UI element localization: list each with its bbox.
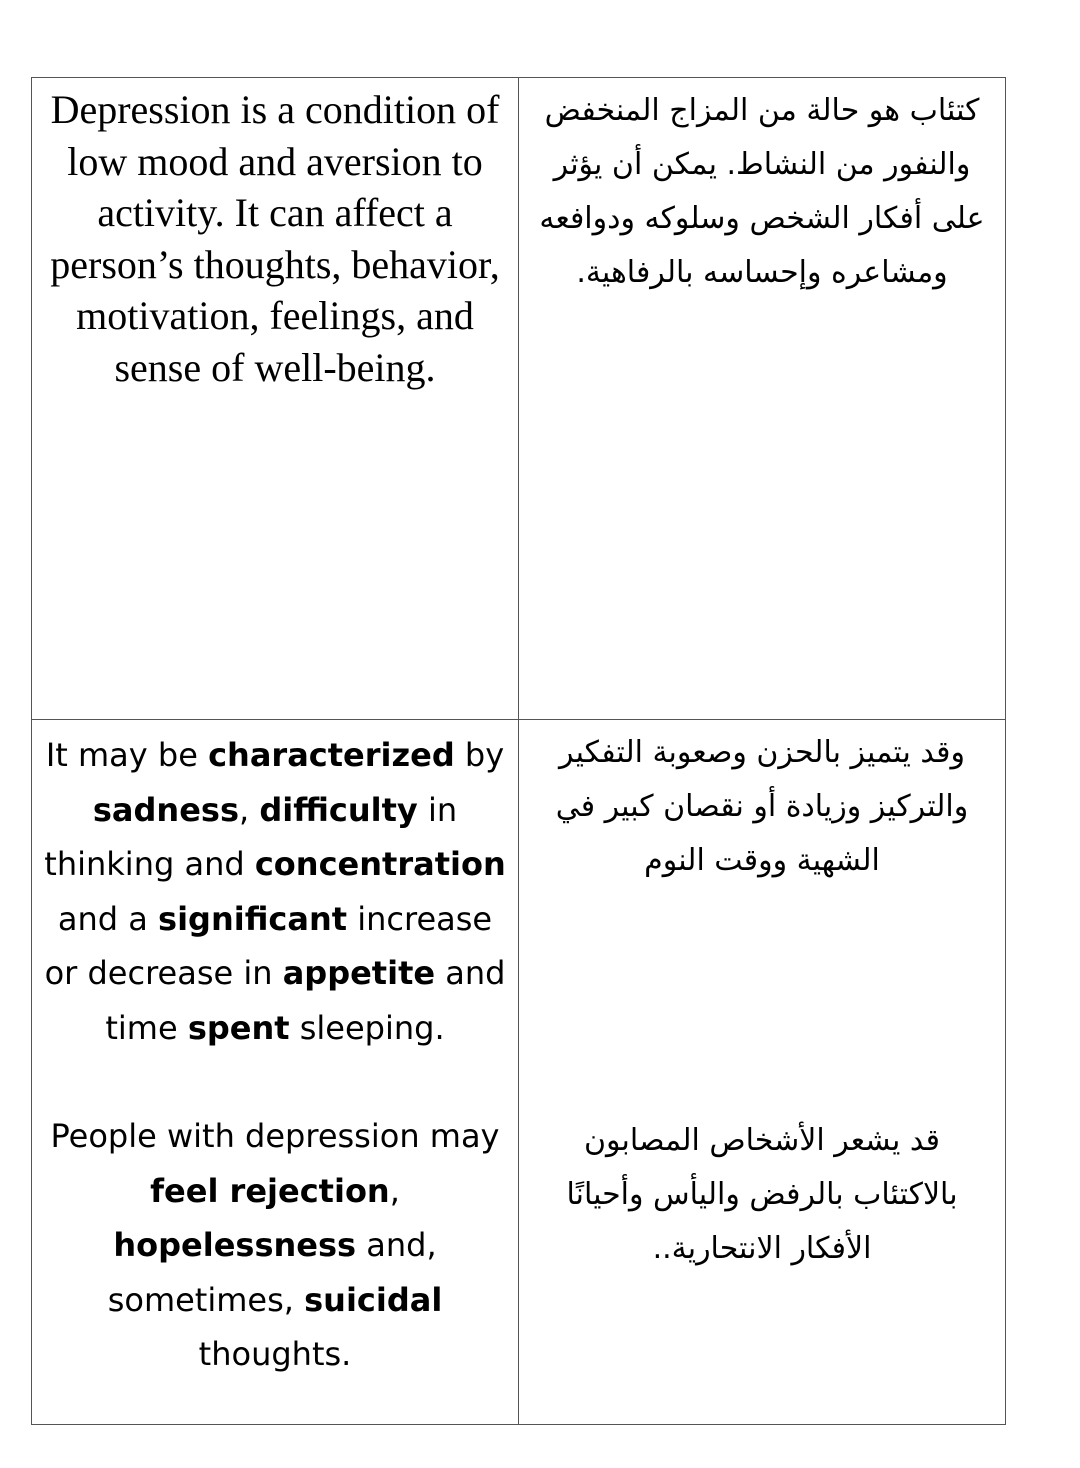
english-paragraph-feelings bbox=[42, 1109, 508, 1382]
english-cell-2 bbox=[32, 720, 519, 1425]
keyword: difficulty bbox=[259, 790, 418, 829]
text-run: sleeping. bbox=[289, 1008, 445, 1047]
keyword: characterized bbox=[208, 736, 455, 774]
keyword: feel rejection bbox=[150, 1171, 390, 1210]
text-run: thoughts. bbox=[198, 1335, 352, 1373]
text-run: in thinking and bbox=[44, 790, 458, 883]
keyword: hopelessness bbox=[113, 1226, 357, 1264]
keyword: concentration bbox=[254, 845, 506, 883]
arabic-paragraph-symptoms: وقد يتميز بالحزن وصعوبة التفكير والتركيز وزيادة أو نقصان كبير في الشهية ووقت النوم bbox=[555, 735, 969, 878]
text-run: and a bbox=[57, 899, 159, 938]
english-cell-1 bbox=[32, 78, 519, 719]
vocabulary-table bbox=[31, 77, 1006, 1425]
text-run: by bbox=[454, 736, 505, 774]
arabic-definition: كتئاب هو حالة من المزاج المنخفض والنفور من النشاط. يمكن أن يؤثر على أفكار الشخص وسلوكه ودوافعه ومشاعره وإحساسه بالرفاهية. bbox=[539, 93, 985, 290]
english-paragraph-symptoms bbox=[42, 728, 508, 1055]
text-run: , bbox=[239, 790, 260, 829]
arabic-cell-1 bbox=[519, 78, 1005, 719]
text-run: and, sometimes, bbox=[107, 1226, 437, 1319]
text-run: People with depression may bbox=[50, 1117, 500, 1155]
text-run: and time bbox=[105, 954, 506, 1047]
table-row-2 bbox=[32, 719, 1005, 1425]
keyword: suicidal bbox=[304, 1280, 443, 1319]
arabic-paragraph-feelings: قد يشعر الأشخاص المصابون بالاكتئاب بالرفض واليأس وأحيانًا الأفكار الانتحارية.. bbox=[566, 1123, 958, 1266]
table-row-1 bbox=[32, 78, 1005, 719]
keyword: spent bbox=[187, 1008, 290, 1047]
text-run: , bbox=[389, 1171, 400, 1210]
english-definition: Depression is a condition of low mood and aversion to activity. It can affect a person’s thoughts, behavior, motivation, feelings, and sense of well-being. bbox=[50, 87, 500, 390]
text-run: It may be bbox=[45, 736, 209, 774]
keyword: appetite bbox=[282, 954, 436, 992]
keyword: significant bbox=[158, 899, 348, 938]
text-run: increase or decrease in bbox=[44, 899, 493, 992]
keyword: sadness bbox=[92, 790, 239, 829]
arabic-cell-2 bbox=[519, 720, 1005, 1425]
